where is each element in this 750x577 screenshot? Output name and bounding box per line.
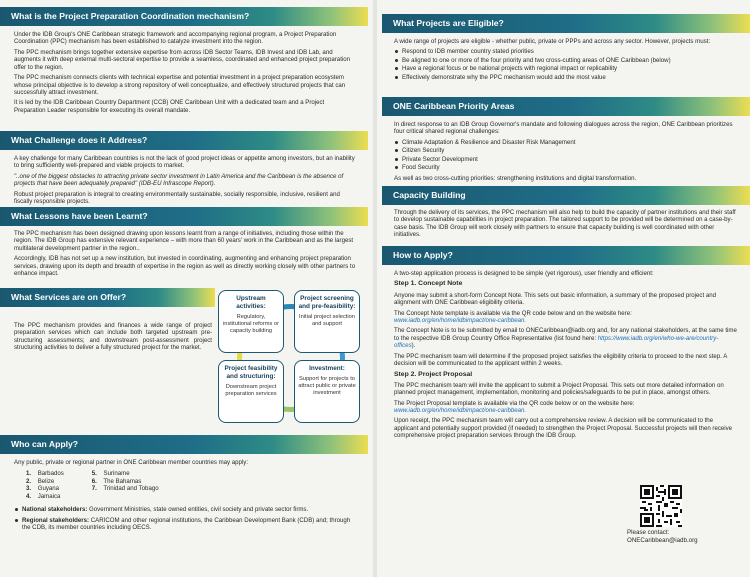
lessons-p1: The PPC mechanism has been designed drawing upon lessons learnt from a range of initiatives, including those within the region. The IDB Group has extensive relevant experience – with more than 60 years' work in the Caribbean and as the largest multilateral development partner in the region.. [14,230,354,252]
step2-title: Step 2. Project Proposal [394,370,473,378]
service-upstream-title: Upstream activities: [236,295,266,310]
capacity-p1: Through the delivery of its services, the PPC mechanism will also help to build the capacity of partner institutions and their staff to develop sustainable capabilities in project preparation. The tailored support to be provided will be determined on a case-by-case basis. The IDB Group will work closely with partners to ensure that capacity building is well coordinated with other initiatives. [394,209,736,239]
eligible-heading: What Projects are Eligible? [382,14,750,33]
country-item: 3. Guyana [26,485,60,493]
who-can-apply-section [14,459,356,532]
eligible-item: Have a regional focus or be national projects with regional impact or replicability [394,65,738,72]
priority-outro: As well as two cross-cutting priorities: strengthening institutions and digital transformation. [394,174,637,182]
country-item: 2. Belize [26,477,55,485]
eligible-section [394,38,738,82]
lessons-p2: Accordingly, IDB has not set up a new institution, but invested in coordinating, augmenting and enhancing project preparation services, drawing upon its depth and breadth of expertise in the region as well as directly working closely with other partners to enhance impact. [14,255,356,278]
step2-p1: The PPC mechanism team will invite the applicant to submit a Project Proposal. This sets out more detailed information on planned project management, implementation, monitoring and policies/safeguards to be put in place, amongst others. [394,381,724,397]
step1-p2: The Concept Note template is available via the QR code below and on the website here: [394,309,632,317]
capacity-section [394,209,738,242]
ppc-section [14,31,356,117]
ppc-p2: The PPC mechanism brings together extensive expertise from across IDB Sector Teams, IDB Invest and IDB Lab, and augments it with deep external multi-sectoral expertise to provide a seamless, coordinated and enhanced project preparation offer to the region. [14,48,351,71]
priority-item: Food Security [394,164,738,171]
step1-p4: The PPC mechanism team will determine if the proposed project satisfies the eligibility criteria to proceed to the next step. A decision will be communicated to the applicant within 2 weeks. [394,352,727,368]
right-column [382,0,750,577]
services-section [14,322,212,355]
challenge-quote: "..one of the biggest obstacles to attracting private sector investment in Latin America and the Caribbean is the absence of projects that have been adequately prepared" (IDB-EU Infrascope Report). [14,172,344,188]
eligible-list [394,48,738,81]
service-investment-title: Investment: [309,365,345,372]
service-screening-desc: Initial project selection and support [299,313,355,327]
website-link-2[interactable]: www.iadb.org/en/home/idbimpact/one-caribbean. [394,407,527,415]
country-item: 1. Barbados [26,470,64,478]
priority-heading: ONE Caribbean Priority Areas [382,97,750,116]
country-offices-link[interactable]: https://www.iadb.org/en/who-we-are/country-offices [394,334,719,350]
step1-title: Step 1. Concept Note [394,280,463,288]
eligible-item: Be aligned to one or more of the four priority and two cross-cutting areas of ONE Caribbean (below) [394,57,738,64]
ppc-heading: What is the Project Preparation Coordination mechanism? [0,7,368,26]
qr-code[interactable] [640,485,682,527]
ppc-p4: It is led by the IDB Caribbean Country Department (CCB) ONE Caribbean Unit with a dedicated team and a Project Preparation Leader responsible for executing its overall mandate. [14,99,325,114]
eligible-item: Effectively demonstrate why the PPC mechanism would add the most value [394,74,738,81]
service-investment-desc: Support for projects to attract public or private investment [298,375,356,397]
services-heading: What Services are on Offer? [0,288,215,307]
step1-p1: Anyone may submit a short-form Concept Note. This sets out basic information, a summary of the proposed project and alignment with ONE Caribbean eligibility criteria. [394,291,716,307]
services-diagram [218,290,362,424]
country-item: 5. Suriname [91,470,130,478]
step1-p3: The Concept Note is to be submitted by email to ONECaribbean@iadb.org and, for any national stakeholders, at the same time to the respective IDB Group Country Office Representative (list found here: https://www.iadb.org/en/who-we-are/country-offices). [394,327,737,350]
country-list [26,470,356,500]
stakeholder-list [14,506,356,531]
service-upstream-desc: Regulatory, institutional reforms or capacity building [223,313,279,334]
service-screening-box [294,290,360,353]
qr-code-graphic [640,485,682,527]
challenge-heading: What Challenge does it Address? [0,131,368,150]
how-to-apply-section [394,270,738,443]
lessons-heading: What Lessons have been Learnt? [0,207,368,226]
challenge-section [14,155,356,209]
contact-email[interactable]: ONECaribbean@iadb.org [627,537,698,545]
howto-intro: A two-step application process is designed to be simple (yet rigorous), user friendly and efficient: [394,270,654,277]
who-intro: Any public, private or regional partner in ONE Caribbean member countries may apply: [14,459,249,466]
eligible-item: Respond to IDB member country stated priorities [394,48,738,55]
service-screening-title: Project screening and pre-feasibility: [298,295,356,310]
left-column [0,0,368,577]
step2-p2: The Project Proposal template is available via the QR code below or on the website here: [394,399,635,407]
country-list-col-b [92,470,159,500]
contact-block [627,529,698,545]
services-p1: The PPC mechanism provides and finances a wide range of project preparation services which can include both targeted upstream pre-structuring assessments; and downstream post-assessment project structuring activities to deliver a fully structured project for the market. [14,322,212,352]
priority-list [394,139,738,172]
priority-intro: In direct response to an IDB Group Governor's mandate and following dialogues across the region, ONE Caribbean prioritizes four critical shared regional challenges: [394,121,733,136]
page-fold [373,0,377,577]
regional-stakeholders: Regional stakeholders: CARICOM and other regional institutions, the Caribbean Development Bank (CDB) and; through the CDB, its member countries including OECS. [14,517,356,532]
country-item: 6. The Bahamas [91,477,142,485]
priority-item: Private Sector Development [394,156,738,163]
priority-item: Climate Adaptation & Resilience and Disaster Risk Management [394,139,738,146]
lessons-section [14,230,356,281]
service-feasibility-desc: Downstream project preparation services [225,383,277,397]
service-feasibility-title: Project feasibility and structuring: [224,365,278,380]
challenge-p2: Robust project preparation is integral to creating environmentally sustainable, socially responsible, inclusive, resilient and fiscally responsible projects. [14,190,340,206]
country-item: 4. Jamaica [26,492,61,500]
ppc-p3: The PPC mechanism connects clients with technical expertise and potential investment in a project preparation ecosystem whose principal objective is to develop a strong repository of well conceptualize, and effectively structured projects that can successfully attract investment. [14,74,346,96]
ppc-p1: Under the IDB Group's ONE Caribbean strategic framework and accompanying regional program, a Project Preparation Coordination (PPC) mechanism has been established to catalyze investment into the region. [14,31,337,46]
website-link-1[interactable]: www.iadb.org/en/home/idbimpact/one-caribbean. [394,316,527,324]
country-list-col-a [26,470,64,500]
who-can-apply-heading: Who can Apply? [0,435,368,454]
national-stakeholders: National stakeholders: Government Ministries, state owned entities, civil society and private sector firms. [14,506,356,513]
priority-item: Citizen Security [394,147,738,154]
priority-section [394,121,738,185]
service-upstream-box [218,290,284,353]
step2-p3: Upon receipt, the PPC mechanism team will carry out a comprehensive review. A decision will be communicated to the applicant and potentially support provided (if needed) to strengthen the Project Proposal. Successful projects will then receive comprehensive project preparation services through the IDB Group. [394,417,733,440]
service-feasibility-box [218,360,284,423]
contact-label: Please contact: [627,529,670,536]
capacity-heading: Capacity Building [382,186,750,205]
country-item: 7. Trinidad and Tobago [91,485,159,493]
challenge-p1: A key challenge for many Caribbean countries is not the lack of good project ideas or appetite among investors, but an inability to bring sufficiently well-prepared and viable projects to market. [14,155,355,170]
eligible-intro: A wide range of projects are eligible - whether public, private or PPPs and across any sector. However, projects must: [394,38,711,45]
service-investment-box [294,360,360,423]
how-to-apply-heading: How to Apply? [382,246,750,265]
